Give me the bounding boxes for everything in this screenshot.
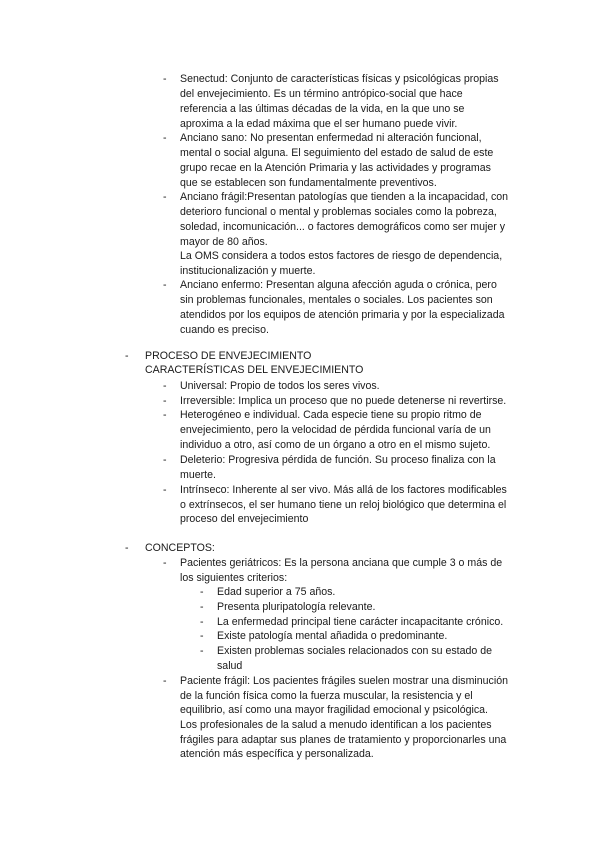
text-line: que se establecen son fundamentalmente preventivos. <box>180 177 437 189</box>
text-line: soledad, incomunicación... o factores demográficos como ser mujer y <box>180 221 506 233</box>
criteria-line: Edad superior a 75 años. <box>217 586 336 598</box>
criteria-line: Presenta pluripatología relevante. <box>217 601 376 613</box>
bullet-dash: - <box>163 191 167 203</box>
text-line: Paciente frágil: Los pacientes frágiles suelen mostrar una disminución <box>180 675 508 687</box>
text-line: envejecimiento, pero la velocidad de pérdida funcional varía de un <box>180 424 491 436</box>
bullet-dash: - <box>200 586 204 598</box>
text-line: mayor de 80 años. <box>180 236 268 248</box>
bullet-dash: - <box>163 557 167 569</box>
bullet-dash: - <box>125 542 129 554</box>
bullet-dash: - <box>163 132 167 144</box>
bullet-dash: - <box>200 645 204 657</box>
text-line: Senectud: Conjunto de características físicas y psicológicas propias <box>180 73 499 85</box>
bullet-dash: - <box>163 380 167 392</box>
bullet-dash: - <box>125 350 129 362</box>
text-line: frágiles para adaptar sus planes de tratamiento y proporcionarles una <box>180 734 507 746</box>
text-line: referencia a las últimas décadas de la vida, en la que uno se <box>180 103 465 115</box>
text-line: Universal: Propio de todos los seres vivos. <box>180 380 380 392</box>
bullet-dash: - <box>200 616 204 628</box>
criteria-line: La enfermedad principal tiene carácter incapacitante crónico. <box>217 616 504 628</box>
text-line: La OMS considera a todos estos factores de riesgo de dependencia, <box>180 250 503 262</box>
section-subheading: CARACTERÍSTICAS DEL ENVEJECIMIENTO <box>145 364 364 376</box>
criteria-line: Existe patología mental añadida o predominante. <box>217 630 448 642</box>
text-line: aproxima a la edad máxima que el ser humano puede vivir. <box>180 118 458 130</box>
text-line: equilibrio, así como una mayor fragilidad emocional y psicológica. <box>180 704 488 716</box>
text-line: atendidos por los equipos de atención primaria y por la especializada <box>180 309 505 321</box>
bullet-dash: - <box>200 601 204 613</box>
bullet-dash: - <box>200 630 204 642</box>
text-line: mental o social alguna. El seguimiento del estado de salud de este <box>180 147 494 159</box>
text-line: muerte. <box>180 469 216 481</box>
criteria-line: Existen problemas sociales relacionados con su estado de <box>217 645 493 657</box>
text-line: deterioro funcional o mental y problemas sociales como la pobreza, <box>180 206 497 218</box>
text-line: Heterogéneo e individual. Cada especie tiene su propio ritmo de <box>180 409 482 421</box>
text-line: atención más específica y personalizada. <box>180 748 374 760</box>
text-line: individuo a otro, así como de un órgano a otro en el mismo sujeto. <box>180 439 491 451</box>
text-line: cuando es preciso. <box>180 324 269 336</box>
bullet-dash: - <box>163 675 167 687</box>
section-heading: PROCESO DE ENVEJECIMIENTO <box>145 350 312 362</box>
bullet-dash: - <box>163 73 167 85</box>
text-line: sin problemas funcionales, mentales o sociales. Los pacientes son <box>180 294 493 306</box>
text-line: Deleterio: Progresiva pérdida de función. Su proceso finaliza con la <box>180 454 496 466</box>
text-line: Intrínseco: Inherente al ser vivo. Más allá de los factores modificables <box>180 484 507 496</box>
bullet-dash: - <box>163 454 167 466</box>
text-line: grupo recae en la Atención Primaria y las actividades y programas <box>180 162 491 174</box>
bullet-dash: - <box>163 395 167 407</box>
text-line: proceso del envejecimiento <box>180 513 309 525</box>
bullet-dash: - <box>163 484 167 496</box>
text-line: institucionalización y muerte. <box>180 265 316 277</box>
text-line: del envejecimiento. Es un término antrópico-social que hace <box>180 88 463 100</box>
text-line: o extrínsecos, el ser humano tiene un reloj biológico que determina el <box>180 499 507 511</box>
bullet-dash: - <box>163 279 167 291</box>
criteria-line: salud <box>217 660 243 672</box>
text-line: Anciano enfermo: Presentan alguna afección aguda o crónica, pero <box>180 279 497 291</box>
text-line: Los profesionales de la salud a menudo identifican a los pacientes <box>180 719 492 731</box>
text-line: los siguientes criterios: <box>180 572 288 584</box>
text-line: Pacientes geriátricos: Es la persona anciana que cumple 3 o más de <box>180 557 503 569</box>
text-line: de la función física como la fuerza muscular, la resistencia y el <box>180 690 473 702</box>
section-heading: CONCEPTOS: <box>145 542 215 554</box>
text-line: Anciano sano: No presentan enfermedad ni alteración funcional, <box>180 132 482 144</box>
text-line: Anciano frágil:Presentan patologías que tienden a la incapacidad, con <box>180 191 509 203</box>
text-line: Irreversible: Implica un proceso que no puede detenerse ni revertirse. <box>180 395 507 407</box>
bullet-dash: - <box>163 409 167 421</box>
